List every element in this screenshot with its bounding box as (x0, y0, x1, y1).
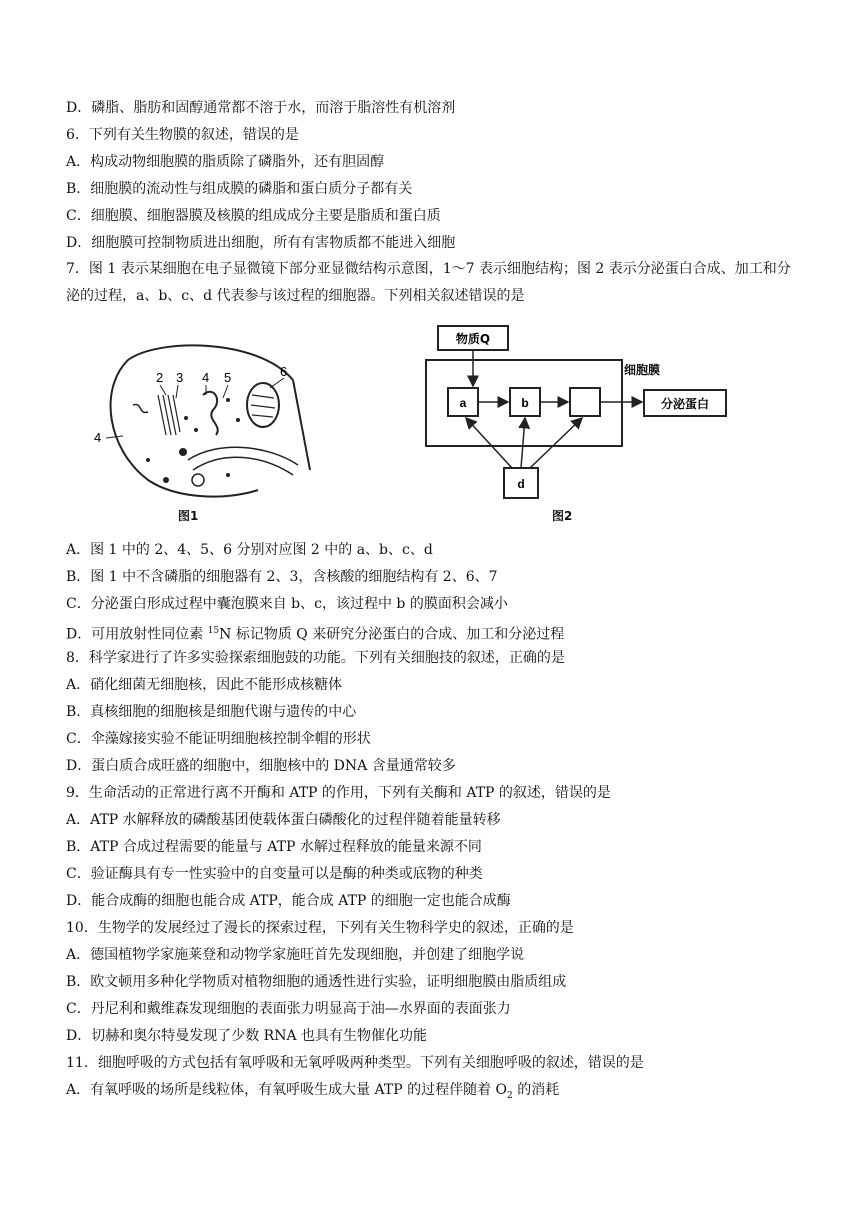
q11-option-a: A．有氧呼吸的场所是线粒体，有氧呼吸生成大量 ATP 的过程伴随着 $O_2$ 的消耗 (66, 1082, 560, 1101)
fig1-label-4-left: 4 (94, 430, 102, 445)
q7-option-b: B．图 1 中不含磷脂的细胞器有 2、3，含核酸的细胞结构有 2、6、7 (66, 569, 498, 585)
fig2-box-d: d (517, 477, 525, 491)
fig2-box-a: a (459, 396, 467, 410)
q11-stem: 11．细胞呼吸的方式包括有氧呼吸和无氧呼吸两种类型。下列有关细胞呼吸的叙述，错误的是 (66, 1055, 644, 1071)
fig1-label-3: 3 (176, 370, 184, 385)
fig2-box-b: b (521, 396, 529, 410)
q8-option-a: A．硝化细菌无细胞核，因此不能形成核糖体 (66, 677, 343, 693)
figure-2-caption: 图2 (552, 509, 573, 523)
q7-option-c: C．分泌蛋白形成过程中囊泡膜来自 b、c，该过程中 b 的膜面积会减小 (66, 596, 508, 612)
figure-1-caption: 图1 (178, 509, 199, 523)
q10-option-a: A．德国植物学家施莱登和动物学家施旺首先发现细胞，并创建了细胞学说 (66, 947, 525, 963)
q7-stem: 7．图 1 表示某细胞在电子显微镜下部分亚显微结构示意图，1～7 表示细胞结构；图 2 表示分泌蛋白合成、加工和分泌的过程，a、b、c、d 代表参与该过程的细胞器。下列相关叙述错误的是 (66, 261, 791, 304)
fig1-label-5: 5 (224, 370, 232, 385)
fig1-label-2: 2 (156, 370, 164, 385)
fig2-membrane-label: 细胞膜 (624, 363, 661, 377)
q7-option-d: D．可用放射性同位素 $^{15}$N 标记物质 Q 来研究分泌蛋白的合成、加工和分泌过程 (66, 626, 565, 643)
q6-option-b: B．细胞膜的流动性与组成膜的磷脂和蛋白质分子都有关 (66, 181, 413, 197)
q8-stem: 8．科学家进行了许多实验探索细胞鼓的功能。下列有关细胞技的叙述，正确的是 (66, 650, 565, 666)
q10-option-b: B．欧文顿用多种化学物质对植物细胞的通透性进行实验，证明细胞膜由脂质组成 (66, 974, 567, 990)
fig2-secreted-protein: 分泌蛋白 (660, 397, 710, 411)
q7-option-a: A．图 1 中的 2、4、5、6 分别对应图 2 中的 a、b、c、d (66, 542, 433, 558)
figure-1-cell-diagram (88, 340, 318, 500)
q6-option-a: A．构成动物细胞膜的脂质除了磷脂外，还有胆固醇 (66, 154, 385, 170)
q5-option-d: D．磷脂、脂肪和固醇通常都不溶于水，而溶于脂溶性有机溶剂 (66, 100, 456, 116)
q10-option-d: D．切赫和奥尔特曼发现了少数 RNA 也具有生物催化功能 (66, 1028, 428, 1044)
q8-option-c: C．伞藻嫁接实验不能证明细胞核控制伞帽的形状 (66, 731, 371, 747)
q8-option-d: D．蛋白质合成旺盛的细胞中，细胞核中的 DNA 含量通常较多 (66, 758, 456, 774)
q6-option-c: C．细胞膜、细胞器膜及核膜的组成成分主要是脂质和蛋白质 (66, 208, 441, 224)
fig2-substance-q: 物质Q (455, 332, 491, 346)
fig1-label-4-top: 4 (202, 370, 210, 385)
q10-stem: 10．生物学的发展经过了漫长的探索过程，下列有关生物科学史的叙述，正确的是 (66, 920, 574, 936)
fig1-label-6: 6 (280, 364, 288, 379)
q10-option-c: C．丹尼利和戴维森发现细胞的表面张力明显高于油—水界面的表面张力 (66, 1001, 511, 1017)
q8-option-b: B．真核细胞的细胞核是细胞代谢与遗传的中心 (66, 704, 357, 720)
figure-2-flow-diagram (420, 322, 730, 502)
q9-option-d: D．能合成酶的细胞也能合成 ATP，能合成 ATP 的细胞一定也能合成酶 (66, 893, 511, 909)
q6-option-d: D．细胞膜可控制物质进出细胞，所有有害物质都不能进入细胞 (66, 235, 456, 251)
q9-stem: 9．生命活动的正常进行离不开酶和 ATP 的作用，下列有关酶和 ATP 的叙述，错误的是 (66, 785, 611, 801)
q6-stem: 6．下列有关生物膜的叙述，错误的是 (66, 127, 299, 143)
q9-option-c: C．验证酶具有专一性实验中的自变量可以是酶的种类或底物的种类 (66, 866, 483, 882)
q9-option-b: B．ATP 合成过程需要的能量与 ATP 水解过程释放的能量来源不同 (66, 839, 482, 855)
q9-option-a: A．ATP 水解释放的磷酸基团使载体蛋白磷酸化的过程伴随着能量转移 (66, 812, 501, 828)
